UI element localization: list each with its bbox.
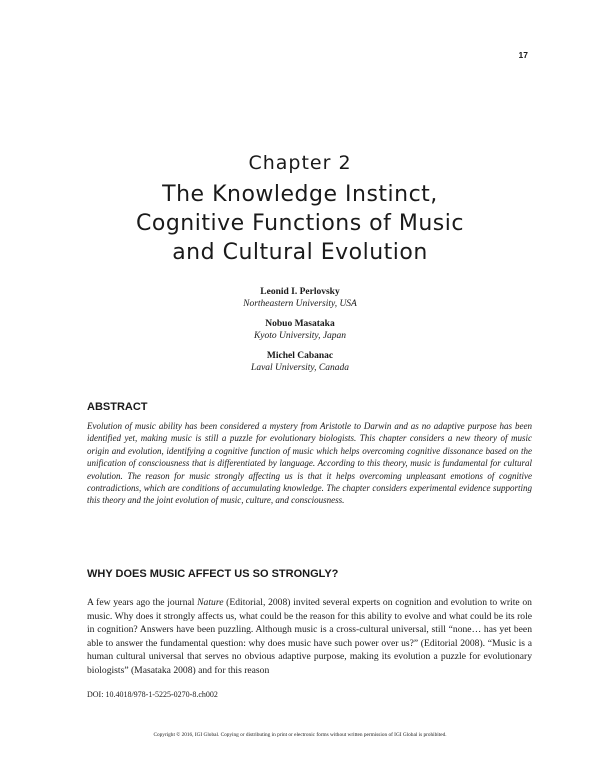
body-text-part: A few years ago the journal bbox=[87, 597, 198, 608]
abstract-text: Evolution of music ability has been considered a mystery from Aristotle to Darwin and as no adaptive purpose has been identified yet, making music is still a puzzle for evolutionary biologists. This chapter considers a new theory of music origin and evolution, identifying a cognitive function of music which helps overcoming cognitive dissonance based on the unification of consciousness that is differentiated by language. According to this theory, music is fundamental for cultural evolution. The reason for music strongly affecting us is that it helps overcoming unpleasant emotions of cognitive contradictions, which are conditions of accumulating knowledge. The chapter considers experimental evidence supporting this theory and the joint evolution of music, culture, and consciousness. bbox=[87, 421, 532, 506]
chapter-title-line: The Knowledge Instinct, bbox=[162, 182, 438, 207]
section-heading: WHY DOES MUSIC AFFECT US SO STRONGLY? bbox=[87, 568, 339, 580]
chapter-title bbox=[0, 180, 600, 267]
chapter-label: Chapter 2 bbox=[248, 152, 352, 174]
author-name: Leonid I. Perlovsky bbox=[260, 287, 340, 297]
author-list bbox=[0, 286, 600, 382]
author-affiliation: Laval University, Canada bbox=[251, 363, 349, 373]
author-block bbox=[0, 286, 600, 310]
journal-name: Nature bbox=[197, 597, 224, 608]
doi: DOI: 10.4018/978-1-5225-0270-8.ch002 bbox=[87, 690, 218, 699]
abstract-heading: ABSTRACT bbox=[87, 401, 148, 413]
author-block bbox=[0, 350, 600, 374]
author-block bbox=[0, 318, 600, 342]
author-affiliation: Kyoto University, Japan bbox=[253, 331, 347, 341]
copyright-notice: Copyright © 2016, IGI Global. Copying or distributing in print or electronic forms without written permission of IGI Global is prohibited. bbox=[153, 732, 447, 738]
chapter-title-line: and Cultural Evolution bbox=[172, 240, 428, 265]
author-name: Nobuo Masataka bbox=[265, 319, 335, 329]
author-name: Michel Cabanac bbox=[266, 351, 334, 361]
page-number: 17 bbox=[518, 50, 528, 60]
body-paragraph bbox=[87, 596, 532, 678]
chapter-title-line: Cognitive Functions of Music bbox=[136, 211, 464, 236]
author-affiliation: Northeastern University, USA bbox=[243, 299, 357, 309]
body-text-part: (Editorial, 2008) invited several experts on cognition and evolution to write on music. Why does it strongly affects us, what could be the reason for this ability to evolve and what could be its role in cognition? Answers have been puzzling. Although music is a cross-cultural universal, still “none… has yet been able to answer the fundamental question: why does music have such power over us?” (Editorial 2008). “Music is a human cultural universal that serves no obvious adaptive purpose, making its evolution a puzzle for evolutionary biologists” (Masataka 2008) and for this reason bbox=[87, 597, 532, 676]
